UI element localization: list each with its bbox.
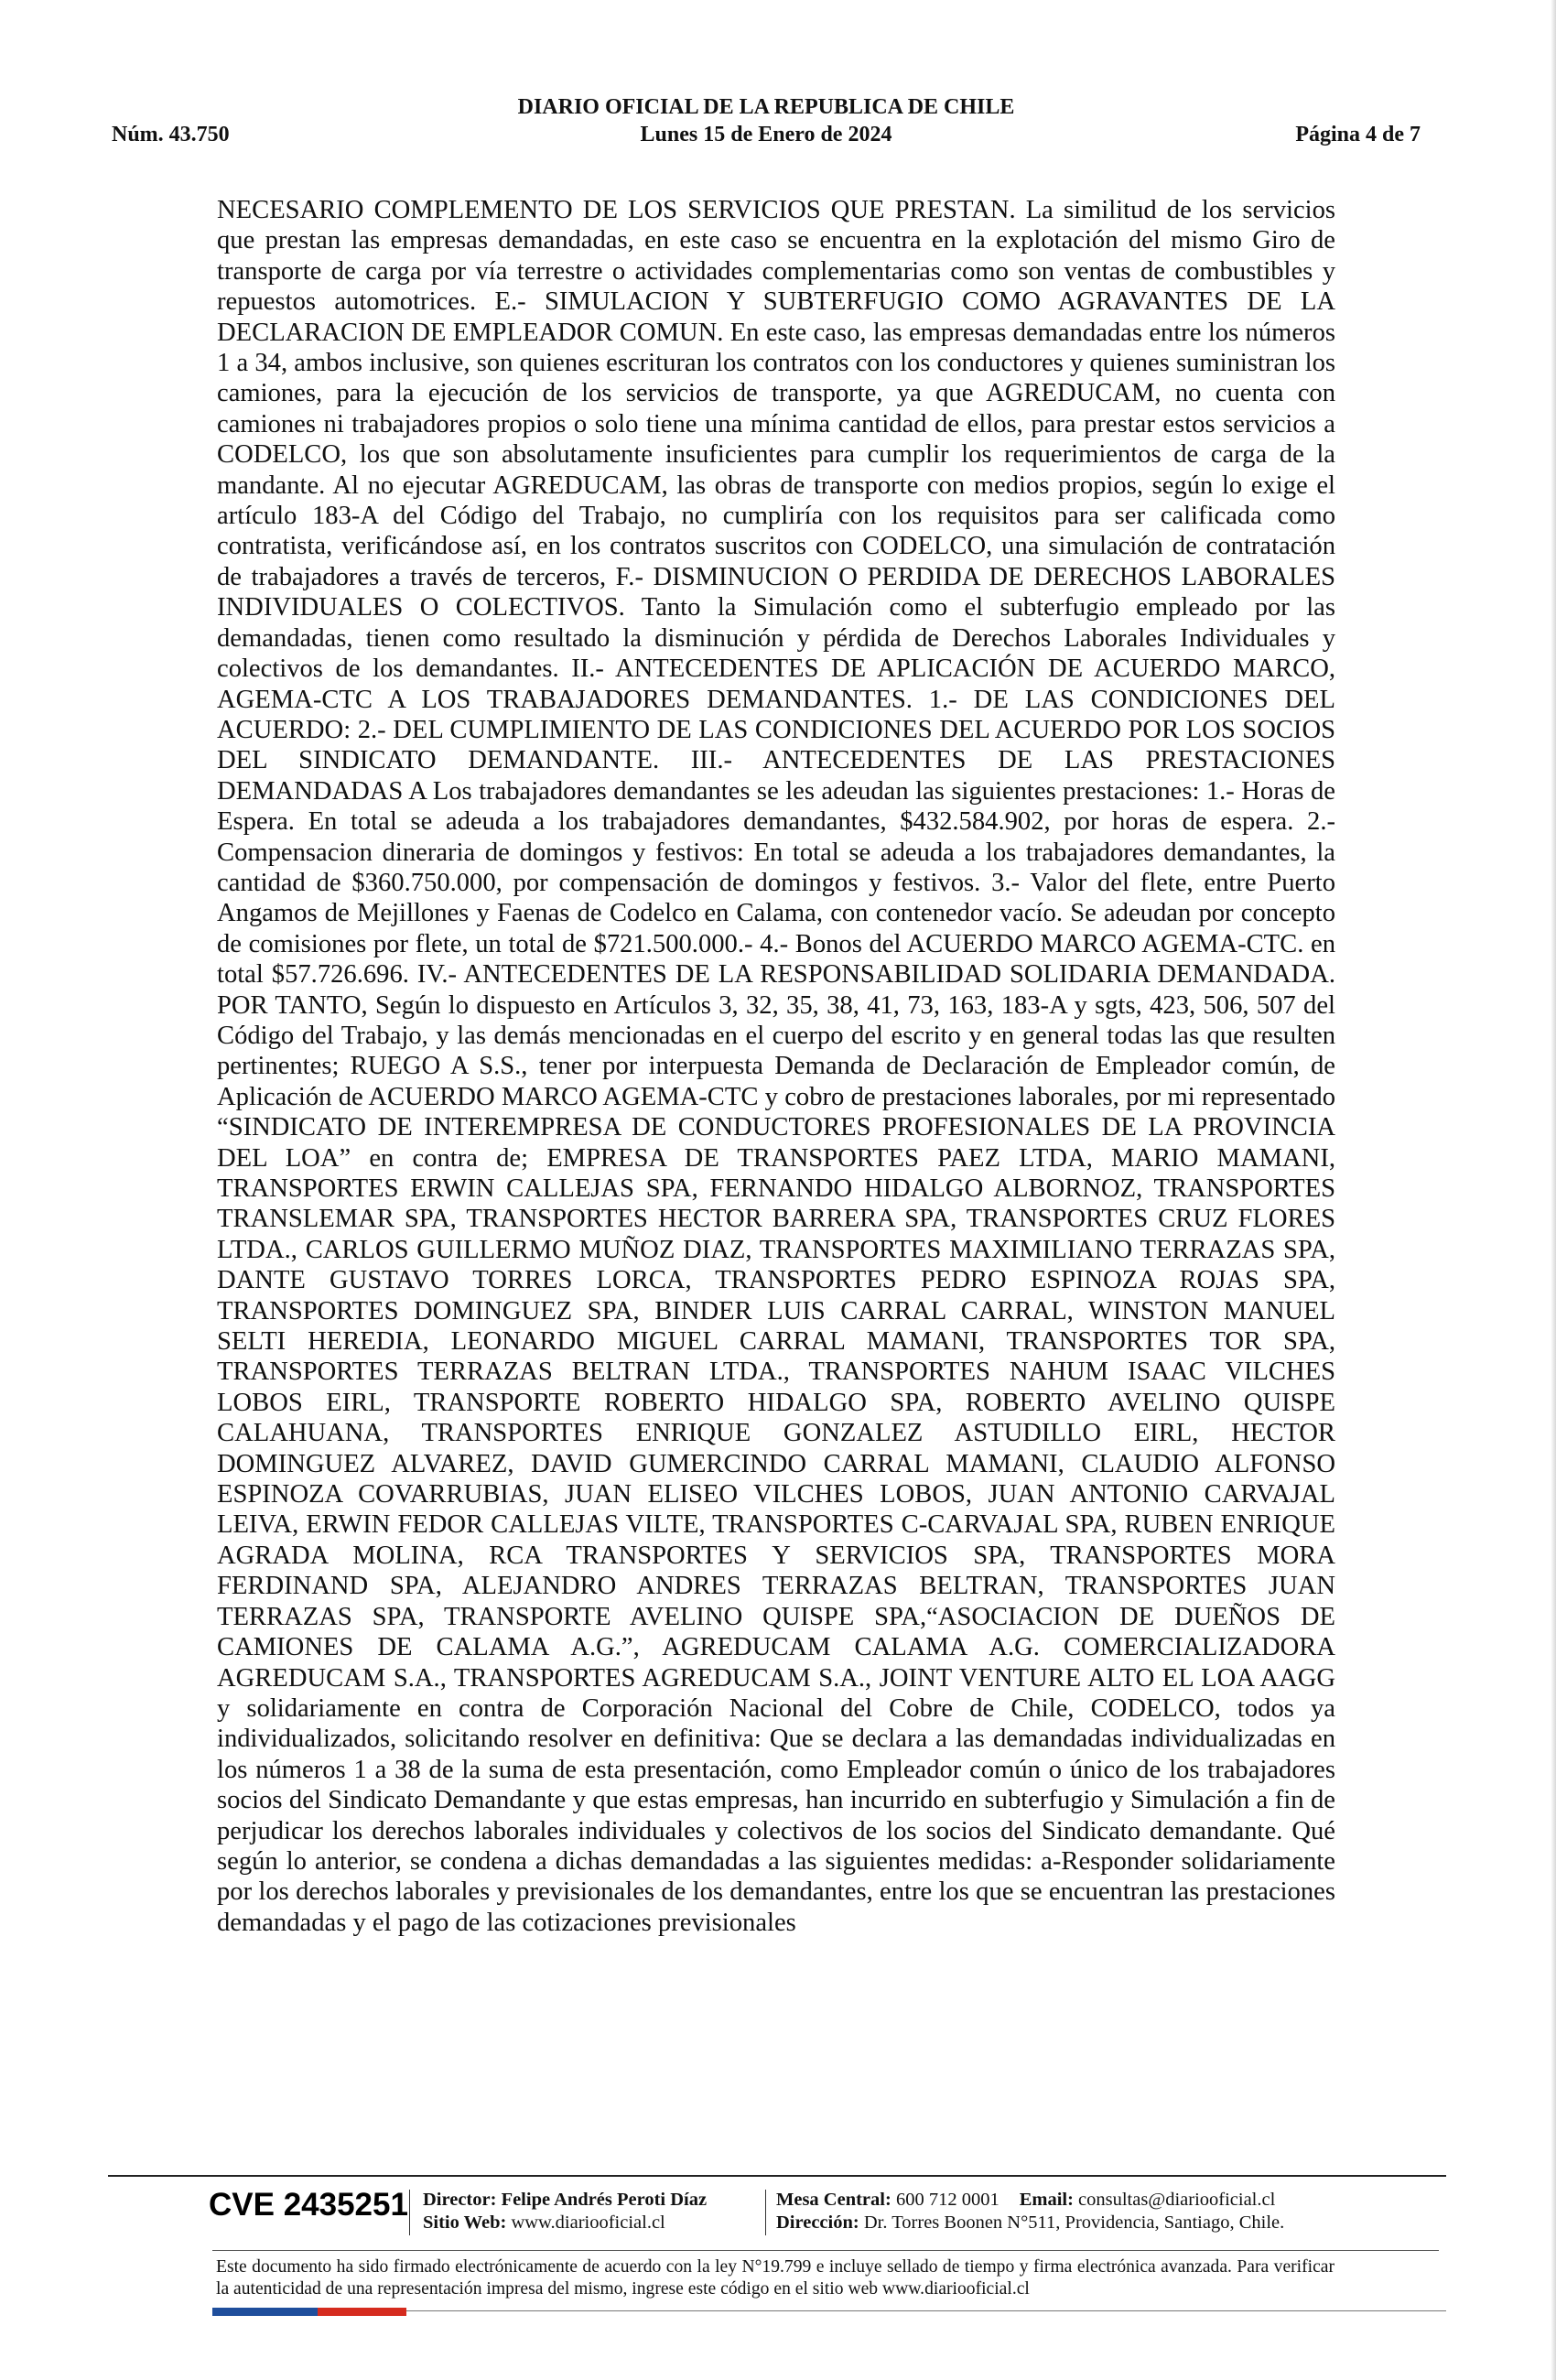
flag-stripe-red bbox=[318, 2308, 406, 2316]
footer-director-block bbox=[423, 2189, 707, 2234]
page-number: Página 4 de 7 bbox=[1295, 123, 1421, 146]
footer-contact-block bbox=[776, 2189, 1284, 2234]
email-link[interactable]: consultas@diariooficial.cl bbox=[1078, 2190, 1276, 2210]
director-line bbox=[423, 2189, 707, 2212]
signature-disclaimer: Este documento ha sido firmado electrónicamente de acuerdo con la ley N°19.799 e incluye sellado de tiempo y firma electrónica avanzada. Para verificar la autenticidad de una representación impresa del mismo, ingrese este código en el sitio web www.diariooficial.cl bbox=[216, 2257, 1334, 2299]
director-name: Felipe Andrés Peroti Díaz bbox=[501, 2190, 708, 2210]
footer-middle-rule bbox=[212, 2250, 1439, 2251]
address-line bbox=[776, 2212, 1284, 2234]
footer-separator bbox=[765, 2190, 766, 2235]
footer-bottom-rule bbox=[406, 2310, 1446, 2311]
mesa-central-value: 600 712 0001 bbox=[895, 2190, 1000, 2210]
page-edge-shadow bbox=[1551, 0, 1556, 2380]
document-body-text: NECESARIO COMPLEMENTO DE LOS SERVICIOS QUE PRESTAN. La similitud de los servicios que prestan las empresas demandadas, en este caso se encuentra en la explotación del mismo Giro de transporte de carga por vía terrestre o actividades complementarias como son ventas de combustibles y repuestos automotrices. E.- SIMULACION Y SUBTERFUGIO COMO AGRAVANTES DE LA DECLARACION DE EMPLEADOR COMUN. En este caso, las empresas demandadas entre los números 1 a 34, ambos inclusive, son quienes escrituran los contratos con los conductores y quienes suministran los camiones, para la ejecución de los servicios de transporte, ya que AGREDUCAM, no cuenta con camiones ni trabajadores propios o solo tiene una mínima cantidad de ellos, para prestar estos servicios a CODELCO, los que son absolutamente insuficientes para cumplir los requerimientos de carga de la mandante. Al no ejecutar AGREDUCAM, las obras de transporte con medios propios, según lo exige el artículo 183-A del Código del Trabajo, no cumpliría con los requisitos para ser calificada como contratista, verificándose así, en los contratos suscritos con CODELCO, una simulación de contratación de trabajadores a través de terceros, F.- DISMINUCION O PERDIDA DE DERECHOS LABORALES INDIVIDUALES O COLECTIVOS. Tanto la Simulación como el subterfugio empleado por las demandadas, tienen como resultado la disminución y pérdida de Derechos Laborales Individuales y colectivos de los demandantes. II.- ANTECEDENTES DE APLICACIÓN DE ACUERDO MARCO, AGEMA-CTC A LOS TRABAJADORES DEMANDANTES. 1.- DE LAS CONDICIONES DEL ACUERDO: 2.- DEL CUMPLIMIENTO DE LAS CONDICIONES DEL ACUERDO POR LOS SOCIOS DEL SINDICATO DEMANDANTE. III.- ANTECEDENTES DE LAS PRESTACIONES DEMANDADAS A Los trabajadores demandantes se les adeudan las siguientes prestaciones: 1.- Horas de Espera. En total se adeuda a los trabajadores demandantes, $432.584.902, por horas de espera. 2.- Compensacion dineraria de domingos y festivos: En total se adeuda a los trabajadores demandantes, la cantidad de $360.750.000, por compensación de domingos y festivos. 3.- Valor del flete, entre Puerto Angamos de Mejillones y Faenas de Codelco en Calama, con contenedor vacío. Se adeudan por concepto de comisiones por flete, un total de $721.500.000.- 4.- Bonos del ACUERDO MARCO AGEMA-CTC. en total $57.726.696. IV.- ANTECEDENTES DE LA RESPONSABILIDAD SOLIDARIA DEMANDADA. POR TANTO, Según lo dispuesto en Artículos 3, 32, 35, 38, 41, 73, 163, 183-A y sgts, 423, 506, 507 del Código del Trabajo, y las demás mencionadas en el cuerpo del escrito y en general todas las que resulten pertinentes; RUEGO A S.S., tener por interpuesta Demanda de Declaración de Empleador común, de Aplicación de ACUERDO MARCO AGEMA-CTC y cobro de prestaciones laborales, por mi representado “SINDICATO DE INTEREMPRESA DE CONDUCTORES PROFESIONALES DE LA PROVINCIA DEL LOA” en contra de; EMPRESA DE TRANSPORTES PAEZ LTDA, MARIO MAMANI, TRANSPORTES ERWIN CALLEJAS SPA, FERNANDO HIDALGO ALBORNOZ, TRANSPORTES TRANSLEMAR SPA, TRANSPORTES HECTOR BARRERA SPA, TRANSPORTES CRUZ FLORES LTDA., CARLOS GUILLERMO MUÑOZ DIAZ, TRANSPORTES MAXIMILIANO TERRAZAS SPA, DANTE GUSTAVO TORRES LORCA, TRANSPORTES PEDRO ESPINOZA ROJAS SPA, TRANSPORTES DOMINGUEZ SPA, BINDER LUIS CARRAL CARRAL, WINSTON MANUEL SELTI HEREDIA, LEONARDO MIGUEL CARRAL MAMANI, TRANSPORTES TOR SPA, TRANSPORTES TERRAZAS BELTRAN LTDA., TRANSPORTES NAHUM ISAAC VILCHES LOBOS EIRL, TRANSPORTE ROBERTO HIDALGO SPA, ROBERTO AVELINO QUISPE CALAHUANA, TRANSPORTES ENRIQUE GONZALEZ ASTUDILLO EIRL, HECTOR DOMINGUEZ ALVAREZ, DAVID GUMERCINDO CARRAL MAMANI, CLAUDIO ALFONSO ESPINOZA COVARRUBIAS, JUAN ELISEO VILCHES LOBOS, JUAN ANTONIO CARVAJAL LEIVA, ERWIN FEDOR CALLEJAS VILTE, TRANSPORTES C-CARVAJAL SPA, RUBEN ENRIQUE AGRADA MOLINA, RCA TRANSPORTES Y SERVICIOS SPA, TRANSPORTES MORA FERDINAND SPA, ALEJANDRO ANDRES TERRAZAS BELTRAN, TRANSPORTES JUAN TERRAZAS SPA, TRANSPORTE AVELINO QUISPE SPA,“ASOCIACION DE DUEÑOS DE CAMIONES DE CALAMA A.G.”, AGREDUCAM CALAMA A.G. COMERCIALIZADORA AGREDUCAM S.A., TRANSPORTES AGREDUCAM S.A., JOINT VENTURE ALTO EL LOA AAGG y solidariamente en contra de Corporación Nacional del Cobre de Chile, CODELCO, todos ya individualizados, solicitando resolver en definitiva: Que se declara a las demandadas individualizadas en los números 1 a 38 de la suma de esta presentación, como Empleador común o único de los trabajadores socios del Sindicato Demandante y que estas empresas, han incurrido en subterfugio y Simulación a fin de perjudicar los derechos laborales individuales y colectivos de los socios del Sindicato demandante. Qué según lo anterior, se condena a dichas demandadas a las siguientes medidas: a-Responder solidariamente por los derechos laborales y previsionales de los demandantes, entre los que se encuentran las prestaciones demandadas y el pago de las cotizaciones previsionales bbox=[217, 196, 1335, 1937]
issue-date: Lunes 15 de Enero de 2024 bbox=[640, 123, 892, 146]
email-label: Email: bbox=[1019, 2190, 1074, 2210]
sitio-web-link[interactable]: www.diariooficial.cl bbox=[511, 2212, 665, 2233]
sitio-web-label: Sitio Web: bbox=[423, 2212, 507, 2233]
page-header bbox=[112, 95, 1421, 152]
contact-line bbox=[776, 2189, 1284, 2212]
publication-title: DIARIO OFICIAL DE LA REPUBLICA DE CHILE bbox=[517, 95, 1015, 119]
director-label: Director: bbox=[423, 2190, 497, 2210]
footer-separator bbox=[409, 2190, 410, 2235]
mesa-central-label: Mesa Central: bbox=[776, 2190, 891, 2210]
footer-top-rule bbox=[108, 2175, 1446, 2177]
flag-stripe-blue bbox=[212, 2308, 318, 2316]
direccion-value: Dr. Torres Boonen N°511, Providencia, Santiago, Chile. bbox=[863, 2212, 1285, 2233]
direccion-label: Dirección: bbox=[776, 2212, 859, 2233]
sitio-web-line bbox=[423, 2212, 707, 2234]
cve-code: CVE 2435251 bbox=[209, 2187, 408, 2223]
issue-number: Núm. 43.750 bbox=[112, 123, 230, 146]
